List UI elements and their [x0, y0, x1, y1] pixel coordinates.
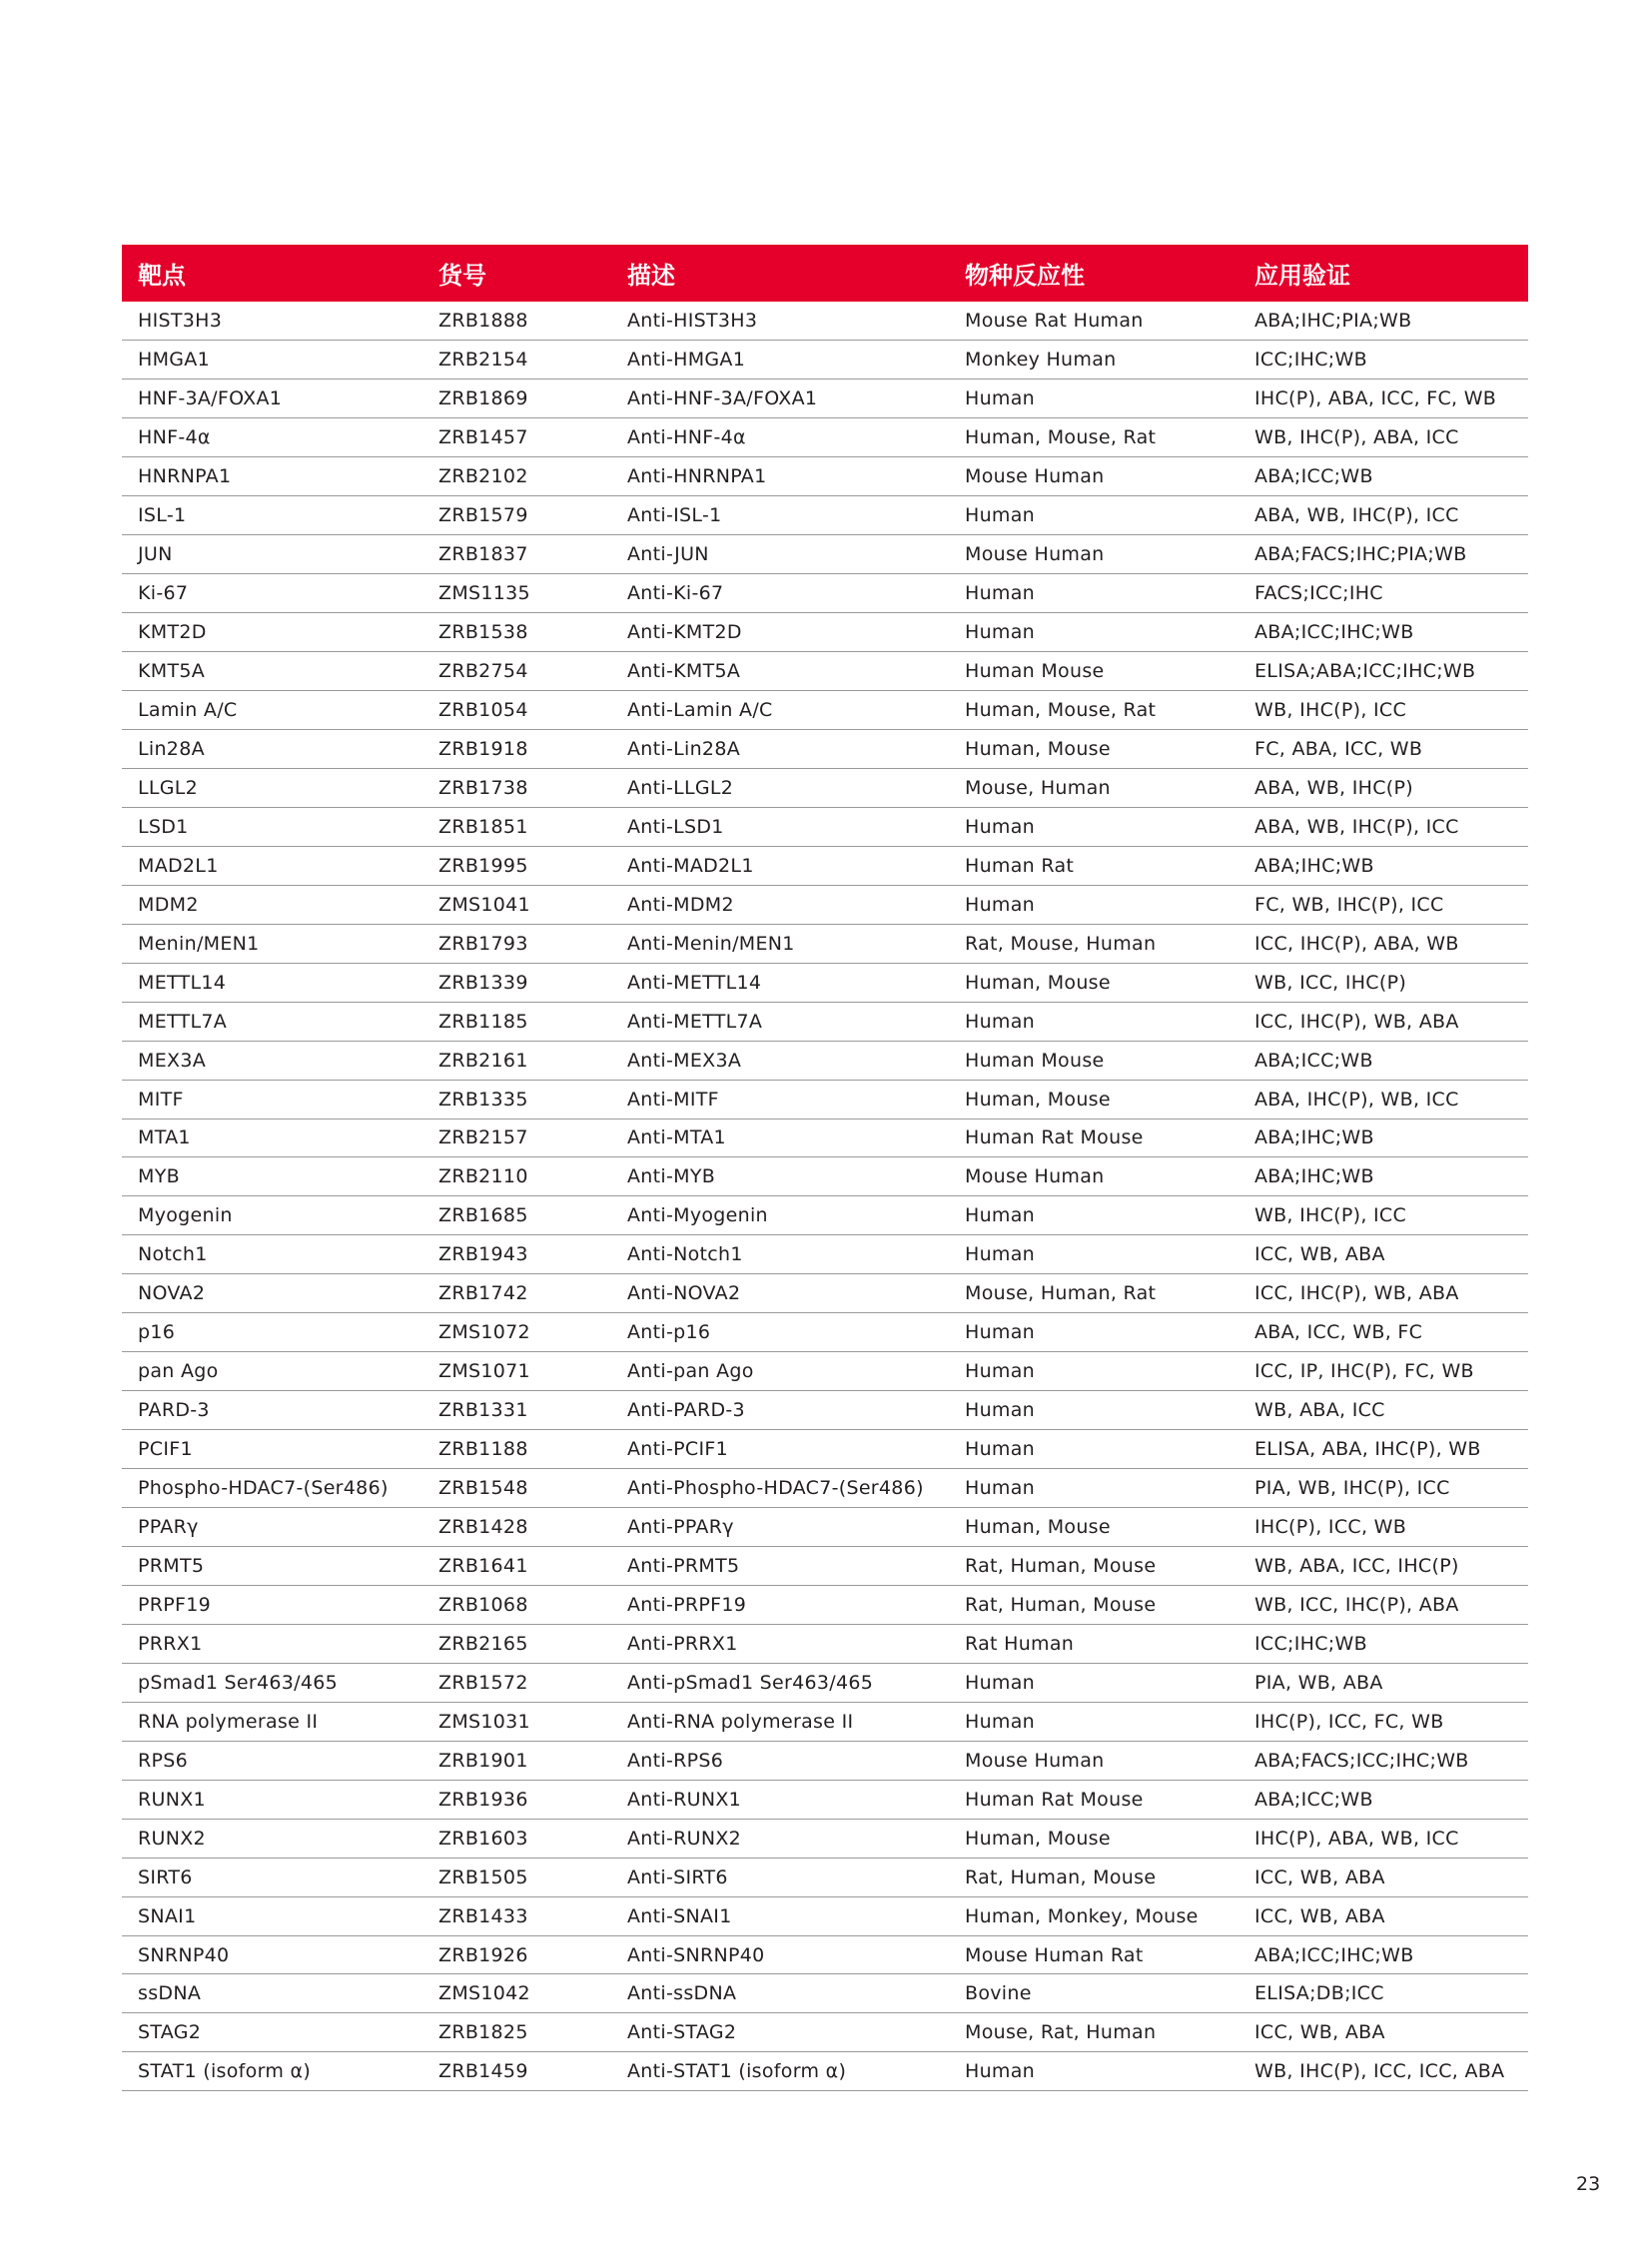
- cell-species-reactivity: Mouse, Rat, Human: [949, 2013, 1239, 2052]
- cell-description: Anti-HNRNPA1: [611, 457, 949, 496]
- cell-catalog-number: ZRB1837: [422, 535, 611, 574]
- cell-target: ISL-1: [122, 496, 422, 535]
- cell-description: Anti-KMT5A: [611, 652, 949, 691]
- cell-description: Anti-Lin28A: [611, 729, 949, 768]
- table-row: [122, 1391, 1528, 1430]
- antibody-table: [122, 245, 1528, 2091]
- cell-species-reactivity: Mouse Rat Human: [949, 302, 1239, 341]
- cell-description: Anti-HNF-3A/FOXA1: [611, 379, 949, 418]
- cell-description: Anti-Ki-67: [611, 574, 949, 613]
- cell-species-reactivity: Human, Mouse, Rat: [949, 691, 1239, 730]
- cell-target: STAT1 (isoform α): [122, 2052, 422, 2091]
- cell-catalog-number: ZRB1335: [422, 1080, 611, 1119]
- cell-description: Anti-RNA polymerase II: [611, 1702, 949, 1741]
- cell-target: MEX3A: [122, 1041, 422, 1080]
- table-body: [122, 302, 1528, 2091]
- cell-catalog-number: ZRB1943: [422, 1235, 611, 1274]
- table-row: [122, 1352, 1528, 1391]
- cell-applications: PIA, WB, ABA: [1239, 1663, 1528, 1702]
- cell-target: NOVA2: [122, 1274, 422, 1313]
- cell-description: Anti-PARD-3: [611, 1391, 949, 1430]
- table-row: [122, 1819, 1528, 1858]
- table-row: [122, 1741, 1528, 1780]
- table-row: [122, 1858, 1528, 1896]
- cell-applications: IHC(P), ICC, WB: [1239, 1508, 1528, 1547]
- cell-target: RNA polymerase II: [122, 1702, 422, 1741]
- cell-species-reactivity: Human: [949, 1196, 1239, 1235]
- header-target: 靶点: [138, 262, 186, 290]
- cell-catalog-number: ZRB1188: [422, 1430, 611, 1469]
- cell-target: SNRNP40: [122, 1935, 422, 1974]
- cell-species-reactivity: Human: [949, 1663, 1239, 1702]
- cell-description: Anti-MYB: [611, 1157, 949, 1196]
- header-catalog-number: 货号: [438, 262, 486, 290]
- cell-target: Lamin A/C: [122, 691, 422, 730]
- table-row: [122, 1935, 1528, 1974]
- cell-catalog-number: ZMS1072: [422, 1313, 611, 1352]
- cell-species-reactivity: Human, Monkey, Mouse: [949, 1896, 1239, 1935]
- table-row: [122, 2052, 1528, 2091]
- cell-applications: ABA, IHC(P), WB, ICC: [1239, 1080, 1528, 1119]
- cell-catalog-number: ZRB1901: [422, 1741, 611, 1780]
- cell-target: Menin/MEN1: [122, 924, 422, 963]
- table-row: [122, 924, 1528, 963]
- cell-applications: ELISA;DB;ICC: [1239, 1974, 1528, 2013]
- cell-description: Anti-RUNX1: [611, 1780, 949, 1819]
- cell-species-reactivity: Rat Human: [949, 1624, 1239, 1663]
- cell-catalog-number: ZRB1936: [422, 1780, 611, 1819]
- cell-catalog-number: ZRB1851: [422, 807, 611, 846]
- cell-catalog-number: ZRB1603: [422, 1819, 611, 1858]
- table-row: [122, 418, 1528, 457]
- cell-target: PPARγ: [122, 1508, 422, 1547]
- cell-species-reactivity: Human: [949, 379, 1239, 418]
- cell-applications: ABA, WB, IHC(P), ICC: [1239, 807, 1528, 846]
- cell-applications: WB, IHC(P), ICC: [1239, 1196, 1528, 1235]
- cell-species-reactivity: Human: [949, 496, 1239, 535]
- cell-target: HNF-4α: [122, 418, 422, 457]
- cell-applications: ABA;ICC;WB: [1239, 1041, 1528, 1080]
- cell-catalog-number: ZRB1428: [422, 1508, 611, 1547]
- cell-applications: FC, ABA, ICC, WB: [1239, 729, 1528, 768]
- cell-description: Anti-KMT2D: [611, 613, 949, 652]
- cell-catalog-number: ZRB1339: [422, 963, 611, 1002]
- cell-applications: ABA;FACS;IHC;PIA;WB: [1239, 535, 1528, 574]
- table-row: [122, 1157, 1528, 1196]
- cell-species-reactivity: Human: [949, 1002, 1239, 1041]
- cell-target: pSmad1 Ser463/465: [122, 1663, 422, 1702]
- table-row: [122, 1896, 1528, 1935]
- cell-species-reactivity: Human, Mouse, Rat: [949, 418, 1239, 457]
- cell-target: Phospho-HDAC7-(Ser486): [122, 1469, 422, 1508]
- cell-catalog-number: ZRB1738: [422, 768, 611, 807]
- cell-description: Anti-Menin/MEN1: [611, 924, 949, 963]
- table-row: [122, 613, 1528, 652]
- cell-species-reactivity: Human: [949, 574, 1239, 613]
- cell-target: Lin28A: [122, 729, 422, 768]
- cell-catalog-number: ZRB1742: [422, 1274, 611, 1313]
- cell-description: Anti-Lamin A/C: [611, 691, 949, 730]
- cell-target: METTL7A: [122, 1002, 422, 1041]
- cell-applications: WB, IHC(P), ICC, ICC, ABA: [1239, 2052, 1528, 2091]
- cell-catalog-number: ZRB1068: [422, 1585, 611, 1624]
- cell-description: Anti-LLGL2: [611, 768, 949, 807]
- cell-description: Anti-PCIF1: [611, 1430, 949, 1469]
- cell-species-reactivity: Mouse, Human, Rat: [949, 1274, 1239, 1313]
- cell-target: MITF: [122, 1080, 422, 1119]
- table-row: [122, 963, 1528, 1002]
- cell-species-reactivity: Human: [949, 613, 1239, 652]
- cell-catalog-number: ZRB1918: [422, 729, 611, 768]
- table-row: [122, 846, 1528, 885]
- cell-applications: IHC(P), ABA, WB, ICC: [1239, 1819, 1528, 1858]
- cell-applications: ELISA;ABA;ICC;IHC;WB: [1239, 652, 1528, 691]
- cell-description: Anti-Phospho-HDAC7-(Ser486): [611, 1469, 949, 1508]
- cell-catalog-number: ZRB1185: [422, 1002, 611, 1041]
- cell-description: Anti-PPARγ: [611, 1508, 949, 1547]
- cell-description: Anti-METTL7A: [611, 1002, 949, 1041]
- table-header: [122, 245, 1528, 302]
- cell-species-reactivity: Mouse Human: [949, 535, 1239, 574]
- table-row: [122, 1002, 1528, 1041]
- cell-description: Anti-STAG2: [611, 2013, 949, 2052]
- table-row: [122, 1702, 1528, 1741]
- cell-catalog-number: ZRB1869: [422, 379, 611, 418]
- cell-description: Anti-RUNX2: [611, 1819, 949, 1858]
- cell-target: HNRNPA1: [122, 457, 422, 496]
- cell-catalog-number: ZRB1793: [422, 924, 611, 963]
- table-row: [122, 652, 1528, 691]
- cell-catalog-number: ZRB2165: [422, 1624, 611, 1663]
- table-row: [122, 1469, 1528, 1508]
- cell-species-reactivity: Human, Mouse: [949, 1080, 1239, 1119]
- table-row: [122, 1508, 1528, 1547]
- table-header-row: [122, 245, 1528, 302]
- cell-target: SIRT6: [122, 1858, 422, 1896]
- table-row: [122, 1313, 1528, 1352]
- table-row: [122, 729, 1528, 768]
- cell-target: RUNX2: [122, 1819, 422, 1858]
- cell-target: MDM2: [122, 885, 422, 924]
- cell-catalog-number: ZMS1071: [422, 1352, 611, 1391]
- cell-catalog-number: ZMS1041: [422, 885, 611, 924]
- cell-target: LSD1: [122, 807, 422, 846]
- table-row: [122, 574, 1528, 613]
- cell-description: Anti-MDM2: [611, 885, 949, 924]
- cell-description: Anti-MTA1: [611, 1119, 949, 1157]
- cell-target: PCIF1: [122, 1430, 422, 1469]
- cell-applications: ABA;ICC;WB: [1239, 457, 1528, 496]
- cell-catalog-number: ZRB1331: [422, 1391, 611, 1430]
- cell-description: Anti-p16: [611, 1313, 949, 1352]
- cell-applications: ABA, WB, IHC(P), ICC: [1239, 496, 1528, 535]
- cell-catalog-number: ZRB1548: [422, 1469, 611, 1508]
- cell-catalog-number: ZRB1926: [422, 1935, 611, 1974]
- cell-species-reactivity: Human: [949, 1469, 1239, 1508]
- cell-catalog-number: ZRB1888: [422, 302, 611, 341]
- table-row: [122, 1974, 1528, 2013]
- table-row: [122, 885, 1528, 924]
- cell-description: Anti-RPS6: [611, 1741, 949, 1780]
- table-row: [122, 496, 1528, 535]
- cell-description: Anti-HIST3H3: [611, 302, 949, 341]
- cell-catalog-number: ZRB2161: [422, 1041, 611, 1080]
- cell-applications: ABA;FACS;ICC;IHC;WB: [1239, 1741, 1528, 1780]
- table-row: [122, 1624, 1528, 1663]
- cell-applications: ABA, ICC, WB, FC: [1239, 1313, 1528, 1352]
- cell-species-reactivity: Rat, Mouse, Human: [949, 924, 1239, 963]
- table-row: [122, 302, 1528, 341]
- cell-description: Anti-PRPF19: [611, 1585, 949, 1624]
- cell-applications: ICC, IHC(P), ABA, WB: [1239, 924, 1528, 963]
- cell-applications: PIA, WB, IHC(P), ICC: [1239, 1469, 1528, 1508]
- cell-target: RPS6: [122, 1741, 422, 1780]
- table-row: [122, 1119, 1528, 1157]
- cell-species-reactivity: Rat, Human, Mouse: [949, 1585, 1239, 1624]
- cell-species-reactivity: Human Mouse: [949, 1041, 1239, 1080]
- cell-species-reactivity: Human, Mouse: [949, 1819, 1239, 1858]
- cell-target: HMGA1: [122, 341, 422, 379]
- cell-species-reactivity: Rat, Human, Mouse: [949, 1858, 1239, 1896]
- cell-applications: WB, IHC(P), ABA, ICC: [1239, 418, 1528, 457]
- cell-description: Anti-ISL-1: [611, 496, 949, 535]
- cell-applications: ICC, IHC(P), WB, ABA: [1239, 1274, 1528, 1313]
- cell-applications: ABA, WB, IHC(P): [1239, 768, 1528, 807]
- cell-target: PARD-3: [122, 1391, 422, 1430]
- cell-species-reactivity: Human: [949, 1352, 1239, 1391]
- table-row: [122, 379, 1528, 418]
- cell-description: Anti-STAT1 (isoform α): [611, 2052, 949, 2091]
- cell-applications: ABA;ICC;IHC;WB: [1239, 613, 1528, 652]
- cell-target: MTA1: [122, 1119, 422, 1157]
- table-row: [122, 2013, 1528, 2052]
- cell-target: HIST3H3: [122, 302, 422, 341]
- cell-species-reactivity: Mouse Human: [949, 1157, 1239, 1196]
- table-row: [122, 1547, 1528, 1586]
- cell-catalog-number: ZRB1579: [422, 496, 611, 535]
- cell-description: Anti-Notch1: [611, 1235, 949, 1274]
- table-row: [122, 1663, 1528, 1702]
- cell-applications: ICC;IHC;WB: [1239, 341, 1528, 379]
- cell-applications: ABA;IHC;WB: [1239, 1119, 1528, 1157]
- table-row: [122, 1274, 1528, 1313]
- cell-applications: ICC, IHC(P), WB, ABA: [1239, 1002, 1528, 1041]
- cell-target: PRPF19: [122, 1585, 422, 1624]
- cell-applications: ABA;IHC;WB: [1239, 1157, 1528, 1196]
- cell-applications: FC, WB, IHC(P), ICC: [1239, 885, 1528, 924]
- cell-catalog-number: ZRB1538: [422, 613, 611, 652]
- header-description: 描述: [627, 262, 675, 290]
- cell-applications: ABA;ICC;IHC;WB: [1239, 1935, 1528, 1974]
- cell-catalog-number: ZRB1505: [422, 1858, 611, 1896]
- cell-catalog-number: ZRB1054: [422, 691, 611, 730]
- cell-catalog-number: ZRB2102: [422, 457, 611, 496]
- table-row: [122, 1780, 1528, 1819]
- cell-species-reactivity: Human: [949, 1313, 1239, 1352]
- cell-applications: ICC, WB, ABA: [1239, 1896, 1528, 1935]
- cell-species-reactivity: Human: [949, 1702, 1239, 1741]
- cell-species-reactivity: Human: [949, 1430, 1239, 1469]
- cell-description: Anti-SNRNP40: [611, 1935, 949, 1974]
- cell-catalog-number: ZRB1995: [422, 846, 611, 885]
- cell-target: MAD2L1: [122, 846, 422, 885]
- cell-target: pan Ago: [122, 1352, 422, 1391]
- cell-target: Notch1: [122, 1235, 422, 1274]
- table-row: [122, 1585, 1528, 1624]
- cell-catalog-number: ZRB1433: [422, 1896, 611, 1935]
- cell-species-reactivity: Human Rat Mouse: [949, 1119, 1239, 1157]
- cell-catalog-number: ZRB1572: [422, 1663, 611, 1702]
- cell-description: Anti-MAD2L1: [611, 846, 949, 885]
- cell-species-reactivity: Human: [949, 1391, 1239, 1430]
- cell-description: Anti-SNAI1: [611, 1896, 949, 1935]
- cell-species-reactivity: Mouse, Human: [949, 768, 1239, 807]
- cell-species-reactivity: Human: [949, 885, 1239, 924]
- cell-target: PRRX1: [122, 1624, 422, 1663]
- cell-species-reactivity: Human, Mouse: [949, 963, 1239, 1002]
- cell-applications: ABA;IHC;WB: [1239, 846, 1528, 885]
- table-row: [122, 1041, 1528, 1080]
- table-row: [122, 1235, 1528, 1274]
- cell-target: STAG2: [122, 2013, 422, 2052]
- cell-applications: IHC(P), ABA, ICC, FC, WB: [1239, 379, 1528, 418]
- cell-target: Myogenin: [122, 1196, 422, 1235]
- table-row: [122, 1430, 1528, 1469]
- cell-target: HNF-3A/FOXA1: [122, 379, 422, 418]
- cell-catalog-number: ZMS1031: [422, 1702, 611, 1741]
- cell-applications: FACS;ICC;IHC: [1239, 574, 1528, 613]
- cell-target: MYB: [122, 1157, 422, 1196]
- cell-description: Anti-pSmad1 Ser463/465: [611, 1663, 949, 1702]
- cell-target: SNAI1: [122, 1896, 422, 1935]
- cell-description: Anti-SIRT6: [611, 1858, 949, 1896]
- cell-target: p16: [122, 1313, 422, 1352]
- cell-applications: ABA;IHC;PIA;WB: [1239, 302, 1528, 341]
- cell-applications: WB, IHC(P), ICC: [1239, 691, 1528, 730]
- cell-applications: ICC, WB, ABA: [1239, 2013, 1528, 2052]
- cell-target: METTL14: [122, 963, 422, 1002]
- cell-description: Anti-HNF-4α: [611, 418, 949, 457]
- cell-target: ssDNA: [122, 1974, 422, 2013]
- cell-species-reactivity: Human Mouse: [949, 652, 1239, 691]
- cell-species-reactivity: Human: [949, 807, 1239, 846]
- cell-target: RUNX1: [122, 1780, 422, 1819]
- table-row: [122, 807, 1528, 846]
- header-applications: 应用验证: [1254, 262, 1350, 290]
- cell-applications: ICC, WB, ABA: [1239, 1858, 1528, 1896]
- cell-target: Ki-67: [122, 574, 422, 613]
- cell-description: Anti-MEX3A: [611, 1041, 949, 1080]
- cell-description: Anti-PRRX1: [611, 1624, 949, 1663]
- table-row: [122, 768, 1528, 807]
- cell-applications: WB, ABA, ICC, IHC(P): [1239, 1547, 1528, 1586]
- cell-applications: ELISA, ABA, IHC(P), WB: [1239, 1430, 1528, 1469]
- cell-catalog-number: ZRB1825: [422, 2013, 611, 2052]
- cell-description: Anti-NOVA2: [611, 1274, 949, 1313]
- cell-species-reactivity: Mouse Human Rat: [949, 1935, 1239, 1974]
- antibody-table-container: [122, 245, 1528, 2091]
- table-row: [122, 341, 1528, 379]
- cell-species-reactivity: Mouse Human: [949, 457, 1239, 496]
- cell-description: Anti-MITF: [611, 1080, 949, 1119]
- cell-target: JUN: [122, 535, 422, 574]
- table-row: [122, 457, 1528, 496]
- cell-description: Anti-JUN: [611, 535, 949, 574]
- cell-species-reactivity: Human: [949, 1235, 1239, 1274]
- cell-catalog-number: ZRB1641: [422, 1547, 611, 1586]
- table-row: [122, 1196, 1528, 1235]
- cell-description: Anti-Myogenin: [611, 1196, 949, 1235]
- cell-catalog-number: ZRB2157: [422, 1119, 611, 1157]
- cell-catalog-number: ZRB1685: [422, 1196, 611, 1235]
- cell-applications: ABA;ICC;WB: [1239, 1780, 1528, 1819]
- cell-catalog-number: ZRB1459: [422, 2052, 611, 2091]
- cell-catalog-number: ZMS1042: [422, 1974, 611, 2013]
- cell-catalog-number: ZRB1457: [422, 418, 611, 457]
- cell-species-reactivity: Human: [949, 2052, 1239, 2091]
- cell-applications: WB, ABA, ICC: [1239, 1391, 1528, 1430]
- cell-description: Anti-METTL14: [611, 963, 949, 1002]
- cell-catalog-number: ZRB2110: [422, 1157, 611, 1196]
- table-row: [122, 1080, 1528, 1119]
- header-species-reactivity: 物种反应性: [965, 262, 1085, 290]
- cell-applications: IHC(P), ICC, FC, WB: [1239, 1702, 1528, 1741]
- cell-catalog-number: ZRB2754: [422, 652, 611, 691]
- cell-description: Anti-HMGA1: [611, 341, 949, 379]
- cell-target: LLGL2: [122, 768, 422, 807]
- cell-description: Anti-PRMT5: [611, 1547, 949, 1586]
- cell-applications: ICC, WB, ABA: [1239, 1235, 1528, 1274]
- cell-catalog-number: ZRB2154: [422, 341, 611, 379]
- cell-species-reactivity: Bovine: [949, 1974, 1239, 2013]
- page-number: 23: [1576, 2173, 1601, 2195]
- cell-species-reactivity: Monkey Human: [949, 341, 1239, 379]
- cell-target: KMT5A: [122, 652, 422, 691]
- cell-description: Anti-ssDNA: [611, 1974, 949, 2013]
- cell-species-reactivity: Human, Mouse: [949, 1508, 1239, 1547]
- cell-target: PRMT5: [122, 1547, 422, 1586]
- cell-description: Anti-pan Ago: [611, 1352, 949, 1391]
- cell-applications: ICC;IHC;WB: [1239, 1624, 1528, 1663]
- cell-applications: WB, ICC, IHC(P): [1239, 963, 1528, 1002]
- cell-catalog-number: ZMS1135: [422, 574, 611, 613]
- cell-applications: ICC, IP, IHC(P), FC, WB: [1239, 1352, 1528, 1391]
- table-row: [122, 535, 1528, 574]
- table-row: [122, 691, 1528, 730]
- cell-species-reactivity: Human Rat Mouse: [949, 1780, 1239, 1819]
- cell-species-reactivity: Human Rat: [949, 846, 1239, 885]
- cell-species-reactivity: Rat, Human, Mouse: [949, 1547, 1239, 1586]
- cell-target: KMT2D: [122, 613, 422, 652]
- cell-species-reactivity: Human, Mouse: [949, 729, 1239, 768]
- cell-description: Anti-LSD1: [611, 807, 949, 846]
- cell-species-reactivity: Mouse Human: [949, 1741, 1239, 1780]
- cell-applications: WB, ICC, IHC(P), ABA: [1239, 1585, 1528, 1624]
